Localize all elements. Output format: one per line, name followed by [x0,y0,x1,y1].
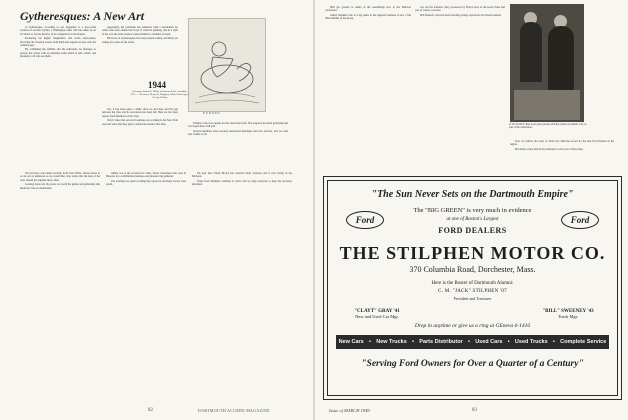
paragraph: Hall got ground to others at the assemblage now at the Hanover conference. [325,6,411,13]
ad-bottom-slogan: "Serving Ford Owners for Over a Quarter of a Century" [361,359,584,369]
paragraph: Several members have recently announced marriages and new arrivals, and we send best wishes to all. [188,129,288,137]
table-shape [514,90,580,120]
person-figure [548,26,574,90]
service-separator: • [507,339,510,345]
article-column-3 [102,108,178,168]
news-column-1 [325,6,411,168]
ad-contact-line: Drop in anytime or give us a ring at GEneva 6-1416 [414,323,531,329]
class-officers: Secretary, Robert E. Miller at Olmstead Rd., Scarsdale, N.Y. — Treasurer, Henry W. Bingham, Main Class Agent, George Hubley [130,90,190,99]
paragraph: Jimmy was at the occasion for visits, where classmates who were in Hanover on a combination business and pleasure trip gathered. [106,172,186,179]
ad-address: 370 Columbia Road, Dorchester, Mass. [409,265,536,274]
photo-caption: A 'TO TOAST.' Paul Lees plays glasses with his partner in Atlantic City as part of the celebration. [509,123,587,130]
celebration-photo [510,4,584,122]
article-column-6 [106,172,186,402]
paragraph: Alfred Sandelin who is a big name in the regional business is now a full time member of the group. [325,13,411,21]
europa-drawing-icon [189,19,265,111]
paragraph: Looking back over the years, we recall the games and gatherings that made the class so memorable. [20,183,100,190]
service-item: Used Trucks [514,339,548,345]
article-column-1 [20,26,96,166]
paragraph: Bob Kelso wrote that he has returned to school on a fellowship. [515,147,584,151]
paragraph: Phil Deutsch, who has been traveling widely, reports he will attend reunion. [420,13,502,17]
stilphen-motor-ad [323,176,622,400]
paragraph: The evening was spent recalling days gone by and many stories were retold. [106,179,186,187]
europa-illustration [188,18,266,112]
paragraph: Word comes that several classmates are working in the New York area and write that they plan to attend the reunion this June. [102,119,178,126]
service-item: New Cars [338,339,364,345]
ad-staff-left [342,309,412,319]
paragraph: Producing his highly imaginative and warm expressions, involving the classical scenes from myth and legend, he uses only the common pen. [20,37,96,48]
ad-big-green-line: The "BIG GREEN" is very much in evidence [413,207,532,214]
article-title: Gytheresques: A New Art [20,9,145,23]
staff-name: "CLAYT" GRAY '41 [354,309,400,314]
class-year-heading: 1944 [148,80,166,90]
ad-dealers-line: FORD DEALERS [438,226,507,235]
paragraph: We hear that Chuck Brown has returned from overseas and is now living in the Midwest. [192,172,292,179]
service-separator: • [552,339,555,345]
ad-roster-line: Here is the Roster of Dartmouth Alumni: [431,281,514,286]
running-footer: DARTMOUTH ALUMNI MAGAZINE [198,408,270,413]
ad-president-role: President and Treasurer [453,296,492,301]
staff-role: Truck Mgr. [557,314,579,319]
page-number: 82 [148,408,153,413]
article-column-5 [20,172,100,402]
paragraph: Art, Art the bachelor party sponsored by Brad Lewis of the Great Ernie and was of course a success. [415,6,505,13]
paragraph: Apparently, the technique has somehow held a fascination for artists who have studied the ways of classical painting, and in a style of his own the artist renders scenes familiar to students of myth. [102,26,178,36]
paragraph: By combining the sublime and the ridiculous, he manages to portray the scenes with an amusing result which is both artistic and pleasing to all who see them. [20,48,96,59]
news-column-2 [415,6,505,168]
paragraph: A Gytheresque, according to our magazine, is a pen-or-ink creation of Gordon Gyther, a Washington artist who has taken up an art which so far has had few of its competitors in the market. [20,26,96,36]
paragraph: Now we believe the Class of 1944 can claim the record for the best Ford Dealers in the region. [510,140,614,147]
article-column-4 [188,122,288,168]
ad-top-slogan: "The Sun Never Sets on the Dartmouth Empire" [371,189,574,200]
ford-logo-icon: Ford [561,211,599,229]
ad-inner-border [327,180,618,396]
page-number: 83 [472,408,477,413]
right-page [315,0,628,420]
paragraph: We received a nice letter recently from Chet Wolfe, whose letters to us are not as numerous as we would like, who writes that the men of the class should get together more often. [20,172,100,182]
service-item: Used Cars [475,339,503,345]
staff-name: "BILL" SWEENEY '43 [542,309,594,314]
ad-among-line: at one of Boston's Largest [446,217,499,222]
service-item: Complete Service [560,339,607,345]
paragraph: Thanks to the class agents for the class fund work. The response has been gratifying and it is hoped more will join. [188,122,288,129]
ford-logo-icon: Ford [346,211,384,229]
issue-line: Issue of MARCH 1949 [329,408,370,413]
service-separator: • [412,339,415,345]
service-separator: • [369,339,371,345]
paragraph: His book on Gytheresques has been praised widely, and many are asking for copies of the series. [102,37,178,44]
article-column-7 [192,172,292,402]
paragraph: Notes from members continue to arrive and we urge everyone to keep the secretary informed. [192,179,292,187]
paragraph: Yes, it has been quite a while since we last met, and the gap between the class and its secretaries has been felt. Here are the latest reports from members of the class. [102,108,178,118]
news-column-3 [510,140,614,170]
service-item: Parts Distributor [419,339,463,345]
person-figure [520,22,542,82]
image-caption: EUROPA [203,111,221,115]
service-separator: • [467,339,470,345]
left-page [0,0,313,420]
ad-company-name: THE STILPHEN MOTOR CO. [339,243,606,263]
service-item: New Trucks [376,339,407,345]
article-column-2 [102,26,178,76]
ad-services-bar [336,335,609,349]
ad-president-name: C. M. "JACK" STILPHEN '07 [438,289,507,294]
ad-staff-right [533,309,603,319]
staff-role: New and Used Car Mgr. [355,314,399,319]
